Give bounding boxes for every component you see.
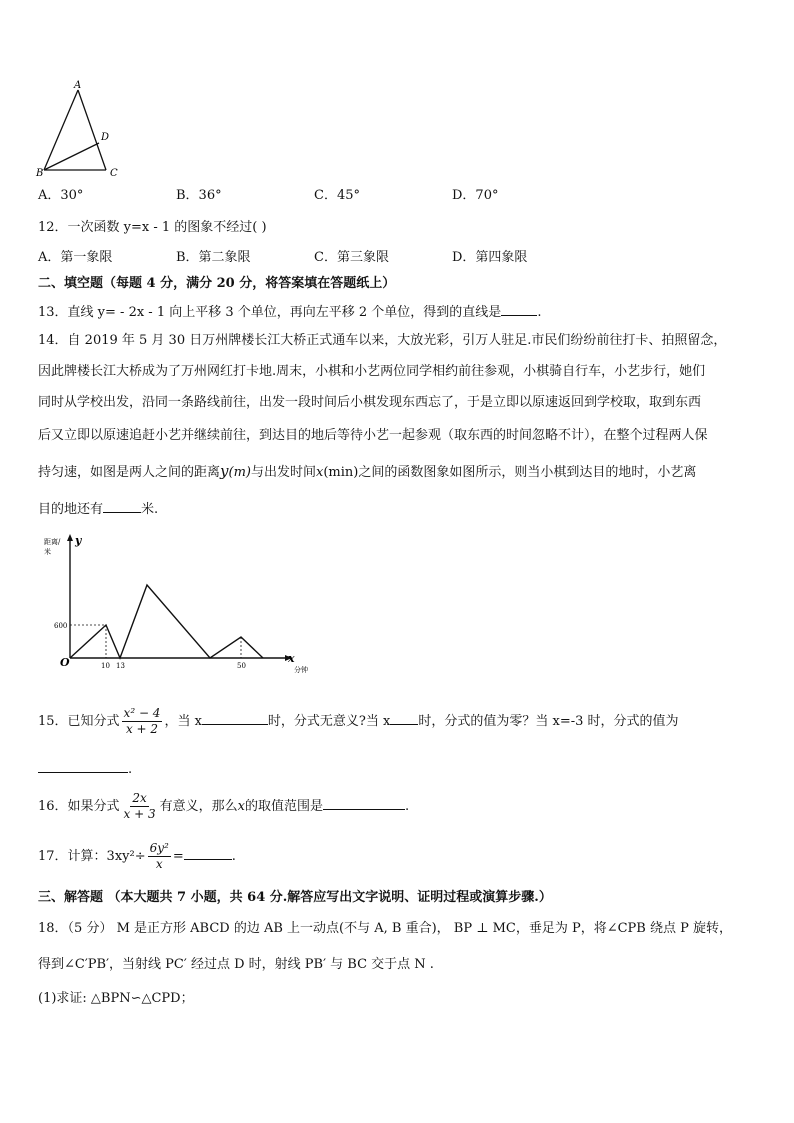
q17-blank bbox=[184, 847, 232, 860]
q13-end: . bbox=[537, 305, 542, 320]
graph-xunit: 分钟 bbox=[294, 666, 308, 674]
q14-line-5 bbox=[38, 463, 696, 481]
q14-l6a: 目的地还有 bbox=[38, 502, 104, 517]
label-b: B bbox=[36, 168, 44, 178]
label-d: D bbox=[101, 132, 110, 143]
q17-pre: 17．计算：3xy²÷ bbox=[38, 849, 146, 864]
q11-option-d: D．70° bbox=[452, 188, 499, 203]
q15-m1: ，当 x bbox=[164, 714, 202, 729]
q15-fraction bbox=[122, 706, 163, 737]
q15-cont bbox=[38, 760, 132, 778]
q14-line-6 bbox=[38, 500, 158, 518]
graph-origin: O bbox=[60, 656, 70, 669]
graph-yunit: 米 bbox=[44, 548, 51, 556]
q18-line-3: (1)求证: △BPN∽△CPD； bbox=[38, 991, 194, 1006]
q12-option-a: A．第一象限 bbox=[38, 250, 113, 265]
q17 bbox=[38, 841, 236, 872]
graph-curve bbox=[70, 585, 263, 658]
q18-line-2: 得到∠C′PB′，当射线 PC′ 经过点 D 时，射线 PB′ 与 BC 交于点 N . bbox=[38, 957, 434, 972]
q11-option-b: B．36° bbox=[176, 188, 222, 203]
segment-bd bbox=[44, 143, 99, 170]
graph-xtick-10: 10 bbox=[101, 662, 110, 670]
q15-numerator: x² − 4 bbox=[123, 706, 161, 720]
q13-answer-blank bbox=[501, 303, 537, 316]
q14-l6b: 米. bbox=[141, 502, 159, 517]
q15-blank-3 bbox=[38, 760, 128, 773]
q16-blank bbox=[323, 797, 405, 810]
graph-yaxis-letter: y bbox=[75, 534, 82, 547]
q16-end: . bbox=[405, 799, 410, 814]
q16-mid: 有意义，那么 bbox=[159, 799, 238, 814]
q17-numerator: 6y² bbox=[149, 841, 169, 855]
q16-denominator: x + 3 bbox=[123, 807, 156, 821]
q16-post: 的取值范围是 bbox=[245, 799, 324, 814]
label-c: C bbox=[110, 168, 118, 178]
graph-y-arrow bbox=[67, 534, 73, 541]
q15-blank-1 bbox=[202, 712, 268, 725]
q17-end: . bbox=[231, 849, 236, 864]
section-3-title: 三、解答题 （本大题共 7 小题，共 64 分.解答应写出文字说明、证明过程或演算步骤.） bbox=[38, 890, 552, 905]
section-2-title: 二、填空题（每题 4 分，满分 20 分，将答案填在答题纸上） bbox=[38, 276, 396, 291]
graph-xtick-50: 50 bbox=[237, 662, 246, 670]
q15 bbox=[38, 706, 679, 737]
q14-unit-m: (m) bbox=[228, 465, 251, 480]
q17-denominator: x bbox=[155, 857, 163, 871]
q14-answer-blank bbox=[103, 500, 141, 513]
q14-var-x: x bbox=[316, 465, 324, 480]
q16-var: x bbox=[237, 799, 245, 814]
q14-l5c: 之间的函数图象如图所示，则当小棋到达目的地时，小艺离 bbox=[358, 465, 697, 480]
q17-eq: = bbox=[172, 849, 184, 864]
triangle-figure bbox=[34, 78, 134, 178]
q16 bbox=[38, 791, 409, 822]
q13 bbox=[38, 303, 541, 321]
graph-ylabel: 距离/ bbox=[44, 538, 61, 546]
graph-ytick-600: 600 bbox=[54, 622, 68, 630]
q16-pre: 16．如果分式 bbox=[38, 799, 120, 814]
q11-option-a: A．30° bbox=[38, 188, 84, 203]
distance-time-graph bbox=[38, 530, 318, 680]
q15-denominator: x + 2 bbox=[125, 722, 159, 736]
q15-end: . bbox=[128, 762, 133, 777]
q12-stem: 12．一次函数 y=x - 1 的图象不经过( ) bbox=[38, 220, 267, 235]
q15-m3: 时，分式的值为零？当 x=-3 时，分式的值为 bbox=[418, 714, 679, 729]
q12-option-b: B．第二象限 bbox=[176, 250, 251, 265]
q14-unit-min: (min) bbox=[323, 465, 359, 480]
q17-fraction bbox=[148, 841, 171, 872]
q14-line-1: 14．自 2019 年 5 月 30 日万州牌楼长江大桥正式通车以来，大放光彩，引万人驻足.市民们纷纷前往打卡、拍照留念， bbox=[38, 333, 727, 348]
q12-option-d: D．第四象限 bbox=[452, 250, 528, 265]
q13-text: 13．直线 y= - 2x - 1 向上平移 3 个单位，再向左平移 2 个单位，得到的直线是 bbox=[38, 305, 502, 320]
edge-ac bbox=[78, 90, 106, 170]
q18-line-1: 18．（5 分） M 是正方形 ABCD 的边 AB 上一动点(不与 A, B 重合)， BP ⊥ MC，垂足为 P，将∠CPB 绕点 P 旋转， bbox=[38, 921, 733, 936]
q14-var-y: y bbox=[220, 462, 229, 480]
graph-xtick-13: 13 bbox=[116, 662, 125, 670]
q14-line-2: 因此牌楼长江大桥成为了万州网红打卡地.周末，小棋和小艺两位同学相约前往参观，小棋骑自行车，小艺步行，她们 bbox=[38, 364, 706, 379]
q15-pre: 15．已知分式 bbox=[38, 714, 120, 729]
graph-xaxis-letter: x bbox=[288, 652, 295, 665]
q14-l5b: 与出发时间 bbox=[250, 465, 316, 480]
q15-blank-2 bbox=[390, 712, 418, 725]
q12-option-c: C．第三象限 bbox=[314, 250, 389, 265]
q15-m2: 时，分式无意义?当 x bbox=[267, 714, 391, 729]
edge-ab bbox=[44, 90, 78, 170]
q16-fraction bbox=[122, 791, 158, 822]
q14-line-4: 后又立即以原速追赶小艺并继续前往，到达目的地后等待小艺一起参观（取东西的时间忽略不计），在整个过程两人保 bbox=[38, 428, 708, 443]
q16-numerator: 2x bbox=[132, 791, 147, 805]
q14-l5a: 持匀速，如图是两人之间的距离 bbox=[38, 465, 221, 480]
q14-line-3: 同时从学校出发，沿同一条路线前往，出发一段时间后小棋发现东西忘了，于是立即以原速返回到学校取，取到东西 bbox=[38, 395, 702, 410]
q11-option-c: C．45° bbox=[314, 188, 360, 203]
label-a: A bbox=[74, 80, 82, 91]
